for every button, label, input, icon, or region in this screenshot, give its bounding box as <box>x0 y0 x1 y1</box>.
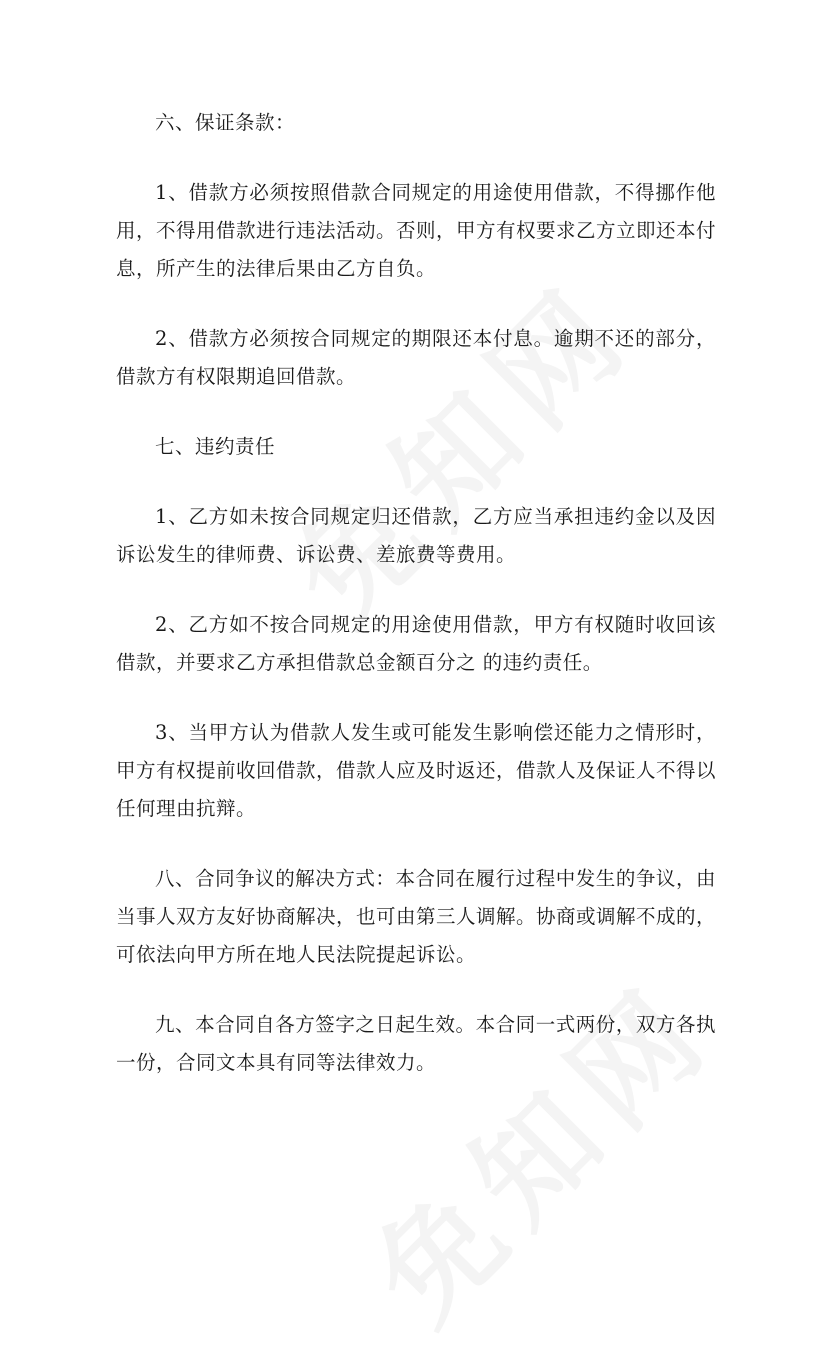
guarantee-clause-2: 2、借款方必须按合同规定的期限还本付息。逾期不还的部分，借款方有权限期追回借款。 <box>116 327 716 388</box>
section-heading-guarantee: 六、保证条款： <box>155 111 296 134</box>
section-heading-liability: 七、违约责任 <box>155 435 276 458</box>
dispute-resolution-clause: 八、合同争议的解决方式：本合同在履行过程中发生的争议，由当事人双方友好协商解决，也可由第三人调解。协商或调解不成的，可依法向甲方所在地人民法院提起诉讼。 <box>116 867 717 966</box>
document-body <box>116 104 716 1082</box>
liability-clause-1: 1、乙方如未按合同规定归还借款，乙方应当承担违约金以及因诉讼发生的律师费、诉讼费、差旅费等费用。 <box>116 505 716 566</box>
liability-clause-3: 3、当甲方认为借款人发生或可能发生影响偿还能力之情形时，甲方有权提前收回借款，借款人应及时返还，借款人及保证人不得以任何理由抗辩。 <box>116 721 717 820</box>
guarantee-clause-1: 1、借款方必须按照借款合同规定的用途使用借款，不得挪作他用，不得用借款进行违法活动。否则，甲方有权要求乙方立即还本付息，所产生的法律后果由乙方自负。 <box>116 181 717 280</box>
effectiveness-clause: 九、本合同自各方签字之日起生效。本合同一式两份，双方各执一份，合同文本具有同等法律效力。 <box>116 1013 716 1074</box>
liability-clause-2: 2、乙方如不按合同规定的用途使用借款，甲方有权随时收回该借款，并要求乙方承担借款总金额百分之 的违约责任。 <box>116 613 716 674</box>
